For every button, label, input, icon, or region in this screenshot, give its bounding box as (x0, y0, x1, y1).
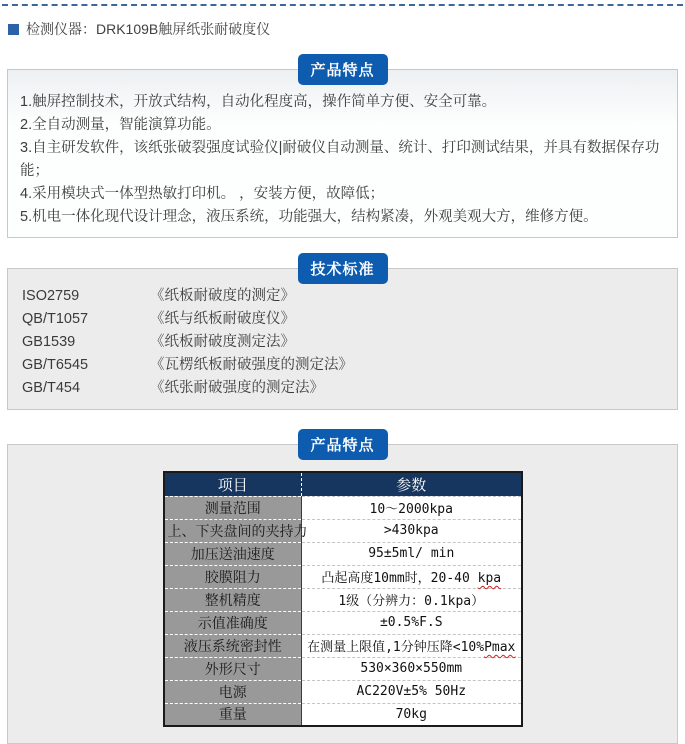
section-specs (7, 437, 678, 744)
spec-row (164, 565, 522, 588)
spec-value (302, 496, 522, 519)
spec-row (164, 519, 522, 542)
features-panel (7, 69, 678, 238)
spec-value-misspelled: kpa (477, 571, 502, 586)
feature-item: 2.全自动测量，智能演算功能。 (20, 117, 221, 133)
spec-value-text: AC220V±5% 50Hz (356, 684, 467, 699)
spec-label: 重量 (164, 703, 302, 726)
specs-table (163, 471, 523, 727)
spec-value (302, 588, 522, 611)
spec-value-text: 10～2000kpa (369, 502, 453, 517)
spec-label: 电源 (164, 680, 302, 703)
top-dotted-divider (2, 4, 683, 6)
spec-value-misspelled: Pmax (484, 640, 516, 655)
spec-value (302, 519, 522, 542)
standard-code: GB/T6545 (22, 357, 89, 373)
spec-value-text: 1级（分辨力：0.1kpa） (338, 594, 485, 609)
standard-row (22, 285, 663, 308)
spec-value (302, 680, 522, 703)
feature-item: 5.机电一体化现代设计理念，液压系统，功能强大，结构紧凑，外观美观大方，维修方便。 (20, 209, 598, 225)
spec-row (164, 657, 522, 680)
specs-badge: 产品特点 (297, 429, 387, 460)
spec-label: 外形尺寸 (164, 657, 302, 680)
spec-label: 整机精度 (164, 588, 302, 611)
spec-value-text: ±0.5%F.S (379, 615, 443, 630)
standard-row (22, 354, 663, 377)
standard-title: 《瓦楞纸板耐破强度的测定法》 (150, 357, 353, 373)
spec-row (164, 680, 522, 703)
standard-title: 《纸板耐破度的测定》 (150, 288, 295, 304)
standard-code: ISO2759 (22, 288, 80, 304)
spec-label: 上、下夹盘间的夹持力 (164, 519, 302, 542)
spec-value (302, 542, 522, 565)
features-badge: 产品特点 (297, 54, 387, 85)
standards-badge: 技术标准 (297, 253, 387, 284)
spec-value-text: 在测量上限值,1分钟压降<10% (307, 640, 485, 655)
spec-value-text: 530×360×550mm (360, 661, 463, 676)
standard-code: GB/T454 (22, 380, 81, 396)
spec-row (164, 611, 522, 634)
specs-header-row (164, 472, 522, 496)
spec-row (164, 634, 522, 657)
feature-item: 4.采用模块式一体型热敏打印机。 ，安装方便，故障低； (20, 186, 385, 202)
spec-value (302, 657, 522, 680)
spec-label: 液压系统密封性 (164, 634, 302, 657)
spec-row (164, 588, 522, 611)
spec-label: 示值准确度 (164, 611, 302, 634)
spec-value-text: 95±5ml/ min (368, 546, 455, 561)
spec-value-text: 70kg (395, 706, 427, 722)
standard-row (22, 331, 663, 354)
standard-title: 《纸与纸板耐破度仪》 (150, 311, 295, 327)
spec-value-text: 凸起高度10mm时，20-40 (321, 571, 478, 586)
page-title: 检测仪器：DRK109B触屏纸张耐破度仪 (26, 21, 271, 37)
spec-label: 加压送油速度 (164, 542, 302, 565)
spec-value-text: >430kpa (383, 523, 439, 538)
spec-value (302, 611, 522, 634)
spec-row (164, 496, 522, 519)
section-standards (7, 261, 678, 410)
spec-value (302, 703, 522, 726)
feature-item: 3.自主研发软件，该纸张破裂强度试验仪|耐破仪自动测量、统计、打印测试结果，并具有数据保存功能； (20, 140, 660, 179)
column-header-item: 项目 (164, 472, 302, 496)
page-header (8, 19, 675, 39)
specs-panel (7, 444, 678, 744)
standard-code: QB/T1057 (22, 311, 89, 327)
standards-panel (7, 268, 678, 410)
spec-label: 胶膜阻力 (164, 565, 302, 588)
spec-row (164, 703, 522, 726)
spec-row (164, 542, 522, 565)
feature-item: 1.触屏控制技术，开放式结构，自动化程度高，操作简单方便、安全可靠。 (20, 94, 497, 110)
spec-value (302, 565, 522, 588)
standard-title: 《纸板耐破度测定法》 (150, 334, 295, 350)
spec-label: 测量范围 (164, 496, 302, 519)
section-features (7, 62, 678, 238)
spec-value (302, 634, 522, 657)
column-header-param: 参数 (302, 472, 522, 496)
standard-title: 《纸张耐破强度的测定法》 (150, 380, 324, 396)
standard-code: GB1539 (22, 334, 76, 350)
standard-row (22, 308, 663, 331)
standard-row (22, 377, 663, 400)
blue-square-icon (8, 24, 19, 35)
